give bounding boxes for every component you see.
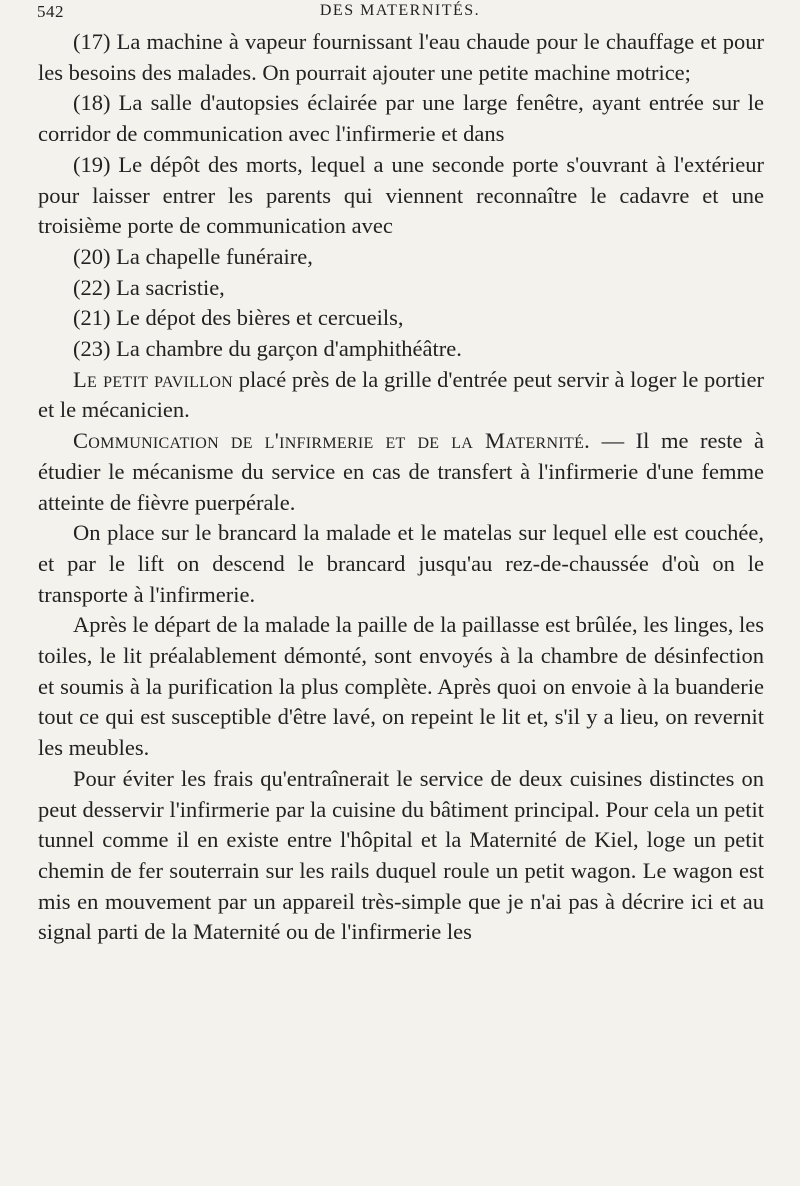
page-number: 542 <box>37 2 64 21</box>
paragraph-18: (18) La salle d'autopsies éclairée par une large fenêtre, ayant entrée sur le corridor de communication avec l'infirmerie et dans <box>38 90 764 147</box>
paragraph-21: (21) Le dépot des bières et cercueils, <box>73 305 404 331</box>
paragraph-23: (23) La chambre du garçon d'amphithéâtre. <box>73 336 462 362</box>
paragraph-petit-pavillon: Le petit pavillon placé près de la grille d'entrée peut servir à loger le portier et le mécanicien. <box>38 366 764 423</box>
paragraph-22: (22) La sacristie, <box>73 274 225 300</box>
paragraph-19: (19) Le dépôt des morts, lequel a une seconde porte s'ouvrant à l'extérieur pour laisser entrer les parents qui viennent reconnaître le cadavre et une troisième porte de communication avec <box>38 151 764 239</box>
running-title: DES MATERNITÉS. <box>319 2 481 19</box>
paragraph-depart: Après le départ de la malade la paille de la paillasse est brûlée, les linges, les toiles, le lit préalablement démonté, sont envoyés à la chambre de désinfection et soumis à la purification la plus complète. Après quoi on envoie à la buanderie tout ce qui est susceptible d'être lavé, on repeint le lit et, s'il y a lieu, on revernit les meubles. <box>38 612 764 761</box>
paragraph-17: (17) La machine à vapeur fournissant l'eau chaude pour le chauffage et pour les besoins des malades. On pourrait ajouter une petite machine motrice; <box>38 29 764 85</box>
page-header <box>0 2 800 24</box>
body-text <box>38 27 764 948</box>
section-heading: Le petit pavillon <box>73 366 234 392</box>
section-heading: Communication de l'infirmerie et de la Maternité. <box>73 428 591 454</box>
paragraph-cuisines: Pour éviter les frais qu'entraînerait le service de deux cuisines distinctes on peut desservir l'infirmerie par la cuisine du bâtiment principal. Pour cela un petit tunnel comme il en existe entre l'hôpital et la Maternité de Kiel, loge un petit chemin de fer souterrain sur les rails duquel roule un petit wagon. Le wagon est mis en mouvement par un appareil très-simple que je n'ai pas à décrire ici et au signal parti de la Maternité ou de l'infirmerie les <box>38 765 764 945</box>
paragraph-communication: Communication de l'infirmerie et de la Maternité. — Il me reste à étudier le mécanisme du service en cas de transfert à l'infirmerie d'une femme atteinte de fièvre puerpérale. <box>38 428 764 515</box>
paragraph-20: (20) La chapelle funéraire, <box>73 243 313 269</box>
paragraph-brancard: On place sur le brancard la malade et le matelas sur lequel elle est couchée, et par le lift on descend le brancard jusqu'au rez-de-chaussée d'où on le transporte à l'infirmerie. <box>38 520 764 607</box>
